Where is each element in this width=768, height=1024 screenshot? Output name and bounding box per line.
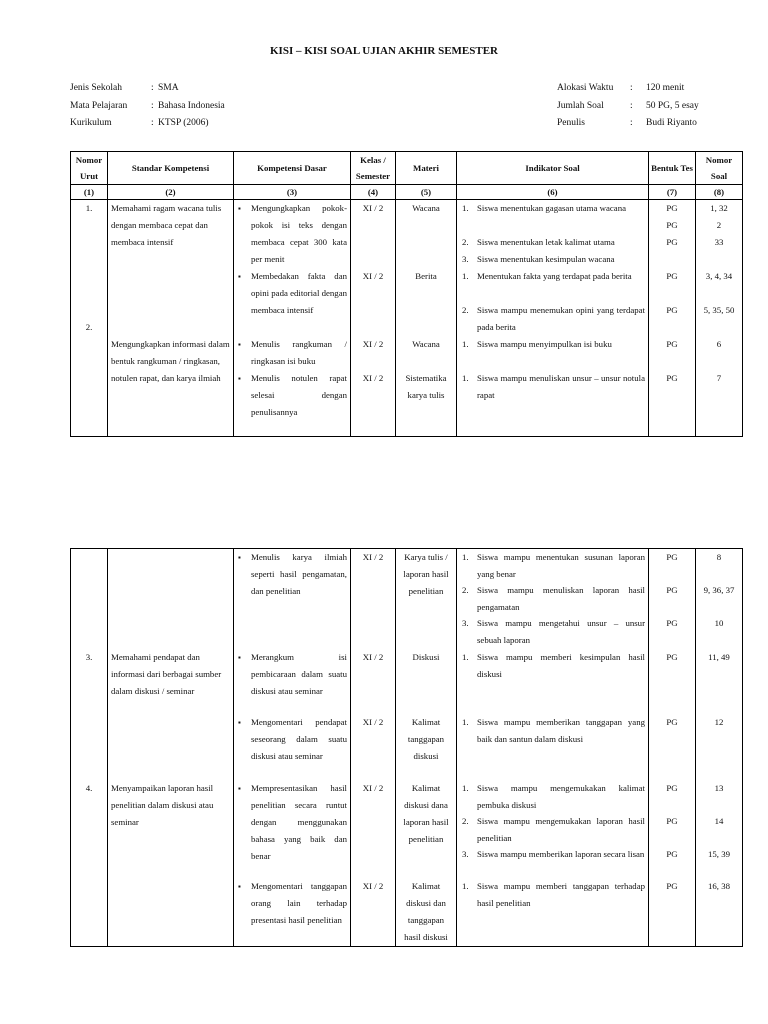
- info-label: Kurikulum: [70, 118, 112, 128]
- kompetensi-dasar-item: ▪ Mengomentari tanggapan orang lain terhadap presentasi hasil penelitian: [237, 878, 347, 929]
- materi-value: Karya tulis / laporan hasil penelitian: [403, 552, 449, 596]
- indikator-number: 2.: [462, 237, 469, 247]
- table-header-number-row: [71, 185, 743, 200]
- materi-value: Kalimat diskusi dan tanggapan hasil diskusi: [404, 881, 448, 942]
- materi-value: Sistematika karya tulis: [405, 373, 447, 400]
- info-label: Jenis Sekolah: [70, 83, 122, 93]
- materi-value: Diskusi: [412, 652, 440, 662]
- kompetensi-dasar-item: ▪ Mempresentasikan hasil penelitian secara runtut dengan menggunakan bahasa yang baik dan benar: [237, 780, 347, 878]
- bentuk-value: PG: [666, 652, 678, 662]
- col-header-nomor: Nomor Soal: [696, 152, 743, 185]
- indikator-text: Siswa mampu menuliskan unsur – unsur notula rapat: [477, 373, 645, 400]
- col-header-kelas: Kelas / Semester: [351, 152, 396, 185]
- kompetensi-dasar-item: ▪ Mengomentari pendapat seseorang dalam suatu diskusi atau seminar: [237, 714, 347, 780]
- indikator-number: 1.: [462, 783, 469, 793]
- indikator-item: [460, 615, 645, 649]
- materi-value: Wacana: [412, 339, 440, 349]
- indikator-item: [460, 200, 645, 234]
- indikator-text: Siswa mampu menentukan susunan laporan yang benar: [477, 552, 645, 579]
- kompetensi-dasar-item: ▪ Menulis karya ilmiah seperti hasil pengamatan, dan penelitian: [237, 549, 347, 649]
- indikator-item: [460, 549, 645, 582]
- info-colon: :: [630, 83, 633, 93]
- standar-kompetensi-text: Memahami pendapat dan informasi dari berbagai sumber dalam diskusi / seminar: [111, 652, 222, 696]
- document-title: KISI – KISI SOAL UJIAN AKHIR SEMESTER: [269, 45, 498, 57]
- indikator-item: [460, 878, 645, 912]
- indikator-number: 1.: [462, 373, 469, 383]
- cell-nomor-urut: [71, 549, 108, 947]
- col-number: (4): [351, 185, 396, 200]
- col-header-no: Nomor Urut: [71, 152, 108, 185]
- bentuk-value: PG: [666, 783, 678, 793]
- info-value: 120 menit: [646, 83, 685, 93]
- info-value: KTSP (2006): [158, 118, 209, 128]
- indikator-number: 3.: [462, 618, 469, 628]
- indikator-text: Siswa mampu menemukan opini yang terdapat pada berita: [477, 305, 645, 332]
- bentuk-value: PG: [666, 881, 678, 891]
- indikator-text: Siswa mampu memberikan tanggapan yang baik dan santun dalam diskusi: [477, 717, 645, 744]
- bentuk-value: PG: [666, 237, 678, 247]
- nomor-soal-value: 33: [714, 237, 724, 247]
- col-number: (5): [396, 185, 457, 200]
- nomor-soal-value: 14: [714, 816, 724, 826]
- indikator-item: [460, 813, 645, 846]
- indikator-item: [460, 846, 645, 878]
- col-number: (2): [108, 185, 234, 200]
- table-header-row: [71, 152, 743, 185]
- indikator-number: 1.: [462, 652, 469, 662]
- indikator-item: [460, 649, 645, 714]
- indikator-text: Siswa mampu memberi tanggapan terhadap hasil penelitian: [477, 881, 645, 908]
- kelas-value: XI / 2: [362, 339, 384, 349]
- col-number: (1): [71, 185, 108, 200]
- indikator-item: [460, 714, 645, 780]
- bentuk-value: PG: [666, 271, 678, 281]
- grid-table-page-1: [70, 151, 743, 437]
- indikator-text: Menentukan fakta yang terdapat pada berita: [477, 271, 632, 281]
- col-number: (8): [696, 185, 743, 200]
- kelas-value: XI / 2: [362, 652, 384, 662]
- info-colon: :: [630, 118, 633, 128]
- kelas-value: XI / 2: [362, 373, 384, 383]
- cell-kompetensi-dasar: [234, 549, 351, 947]
- info-label: Mata Pelajaran: [70, 100, 128, 111]
- nomor-soal-value: 1, 32: [710, 203, 728, 213]
- indikator-text: Siswa mampu memberikan laporan secara lisan: [477, 849, 645, 859]
- bentuk-value: PG: [666, 585, 678, 595]
- standar-kompetensi-text: Mengungkapkan informasi dalam bentuk rangkuman / ringkasan, notulen rapat, dan karya ilmiah: [111, 339, 230, 383]
- cell-bentuk-tes: [649, 200, 696, 437]
- indikator-text: Siswa mampu mengemukakan laporan hasil penelitian: [477, 816, 645, 843]
- nomor-soal-value: 12: [714, 717, 724, 727]
- indikator-item: [460, 370, 645, 404]
- indikator-number: 1.: [462, 339, 469, 349]
- info-value: Budi Riyanto: [646, 118, 697, 128]
- col-number: (6): [457, 185, 649, 200]
- info-colon: :: [151, 118, 154, 128]
- info-label: Alokasi Waktu: [557, 83, 614, 93]
- indikator-number: 2.: [462, 585, 469, 595]
- nomor-soal-value: 6: [716, 339, 722, 349]
- indikator-item: [460, 251, 645, 268]
- cell-materi: [396, 549, 457, 947]
- kelas-value: XI / 2: [362, 203, 384, 213]
- indikator-text: Siswa mampu menuliskan laporan hasil pengamatan: [477, 585, 645, 612]
- indikator-item: [460, 780, 645, 813]
- indikator-number: 3.: [462, 254, 469, 264]
- nomor-soal-value: 8: [716, 552, 722, 562]
- indikator-item: [460, 582, 645, 615]
- info-colon: :: [630, 100, 633, 111]
- bentuk-value: PG: [666, 339, 678, 349]
- kompetensi-dasar-item: ▪ Menulis rangkuman / ringkasan isi buku: [237, 336, 347, 370]
- kompetensi-dasar-item: ▪ Mengungkapkan pokok-pokok isi teks dengan membaca cepat 300 kata per menit: [237, 200, 347, 268]
- col-header-kd: Kompetensi Dasar: [234, 152, 351, 185]
- indikator-text: Siswa mampu menyimpulkan isi buku: [477, 339, 612, 349]
- kompetensi-dasar-item: ▪ Merangkum isi pembicaraan dalam suatu diskusi atau seminar: [237, 649, 347, 714]
- indikator-item: [460, 234, 645, 251]
- indikator-number: 2.: [462, 305, 469, 315]
- col-header-sk: Standar Kompetensi: [108, 152, 234, 185]
- nomor-soal-value: 10: [714, 618, 724, 628]
- cell-nomor-soal: [696, 549, 743, 947]
- nomor-soal-value: 16, 38: [708, 881, 730, 891]
- row-number: 4.: [85, 783, 93, 793]
- bentuk-value: PG: [666, 305, 678, 315]
- info-value: 50 PG, 5 esay: [646, 100, 699, 111]
- bentuk-value: PG: [666, 816, 678, 826]
- nomor-soal-value: 3, 4, 34: [705, 271, 733, 281]
- info-colon: :: [151, 100, 154, 111]
- bentuk-value: PG: [666, 618, 678, 628]
- cell-nomor-urut: [71, 200, 108, 437]
- cell-standar-kompetensi: [108, 200, 234, 437]
- indikator-item: [460, 336, 645, 370]
- info-colon: :: [151, 83, 154, 93]
- materi-value: Wacana: [412, 203, 440, 213]
- col-number: (7): [649, 185, 696, 200]
- cell-indikator-soal: [457, 200, 649, 437]
- indikator-text: Siswa menentukan letak kalimat utama: [477, 237, 615, 247]
- cell-nomor-soal: [696, 200, 743, 437]
- materi-value: Kalimat diskusi dana laporan hasil penelitian: [403, 783, 449, 844]
- nomor-soal-value: 15, 39: [708, 849, 730, 859]
- indikator-item: [460, 302, 645, 336]
- nomor-soal-value: 11, 49: [708, 652, 730, 662]
- kelas-value: XI / 2: [362, 881, 384, 891]
- cell-kelas: [351, 200, 396, 437]
- info-label: Jumlah Soal: [557, 100, 604, 111]
- kelas-value: XI / 2: [362, 783, 384, 793]
- col-header-materi: Materi: [396, 152, 457, 185]
- standar-kompetensi-text: Menyampaikan laporan hasil penelitian dalam diskusi atau seminar: [111, 783, 214, 827]
- indikator-number: 2.: [462, 816, 469, 826]
- nomor-soal-value: 13: [714, 783, 724, 793]
- info-value: Bahasa Indonesia: [158, 100, 225, 111]
- indikator-number: 1.: [462, 881, 469, 891]
- bentuk-value: PG: [666, 552, 678, 562]
- standar-kompetensi-text: Memahami ragam wacana tulis dengan membaca cepat dan membaca intensif: [111, 203, 222, 247]
- info-label: Penulis: [557, 118, 585, 128]
- kompetensi-dasar-item: ▪ Membedakan fakta dan opini pada editorial dengan membaca intensif: [237, 268, 347, 336]
- indikator-item: [460, 268, 645, 302]
- indikator-number: 1.: [462, 271, 469, 281]
- grid-table-page-2: [70, 548, 743, 947]
- materi-value: Berita: [415, 271, 437, 281]
- bentuk-value: PG: [666, 220, 678, 230]
- bentuk-value: PG: [666, 373, 678, 383]
- indikator-text: Siswa mampu mengetahui unsur – unsur sebuah laporan: [477, 618, 645, 645]
- nomor-soal-value: 9, 36, 37: [703, 585, 735, 595]
- indikator-text: Siswa menentukan kesimpulan wacana: [477, 254, 615, 264]
- col-number: (3): [234, 185, 351, 200]
- col-header-indikator: Indikator Soal: [457, 152, 649, 185]
- nomor-soal-value: 5, 35, 50: [703, 305, 735, 315]
- materi-value: Kalimat tanggapan diskusi: [407, 717, 445, 761]
- cell-standar-kompetensi: [108, 549, 234, 947]
- indikator-number: 1.: [462, 552, 469, 562]
- cell-kelas: [351, 549, 396, 947]
- indikator-number: 1.: [462, 203, 469, 213]
- cell-materi: [396, 200, 457, 437]
- table-row: [71, 200, 743, 437]
- kompetensi-dasar-item: ▪ Menulis notulen rapat selesai dengan penulisannya: [237, 370, 347, 421]
- nomor-soal-value: 2: [716, 220, 722, 230]
- cell-bentuk-tes: [649, 549, 696, 947]
- kelas-value: XI / 2: [362, 552, 384, 562]
- row-number: 2.: [85, 322, 93, 332]
- indikator-text: Siswa menentukan gagasan utama wacana: [477, 203, 627, 213]
- indikator-number: 1.: [462, 717, 469, 727]
- col-header-bentuk: Bentuk Tes: [649, 152, 696, 185]
- nomor-soal-value: 7: [716, 373, 722, 383]
- kelas-value: XI / 2: [362, 717, 384, 727]
- bentuk-value: PG: [666, 717, 678, 727]
- indikator-text: Siswa mampu memberi kesimpulan hasil diskusi: [477, 652, 645, 679]
- cell-indikator-soal: [457, 549, 649, 947]
- info-value: SMA: [158, 83, 179, 93]
- bentuk-value: PG: [666, 203, 678, 213]
- cell-kompetensi-dasar: [234, 200, 351, 437]
- kelas-value: XI / 2: [362, 271, 384, 281]
- row-number: 1.: [85, 203, 93, 213]
- indikator-text: Siswa mampu mengemukakan kalimat pembuka diskusi: [477, 783, 645, 810]
- table-row: [71, 549, 743, 947]
- bentuk-value: PG: [666, 849, 678, 859]
- row-number: 3.: [85, 652, 93, 662]
- indikator-number: 3.: [462, 849, 469, 859]
